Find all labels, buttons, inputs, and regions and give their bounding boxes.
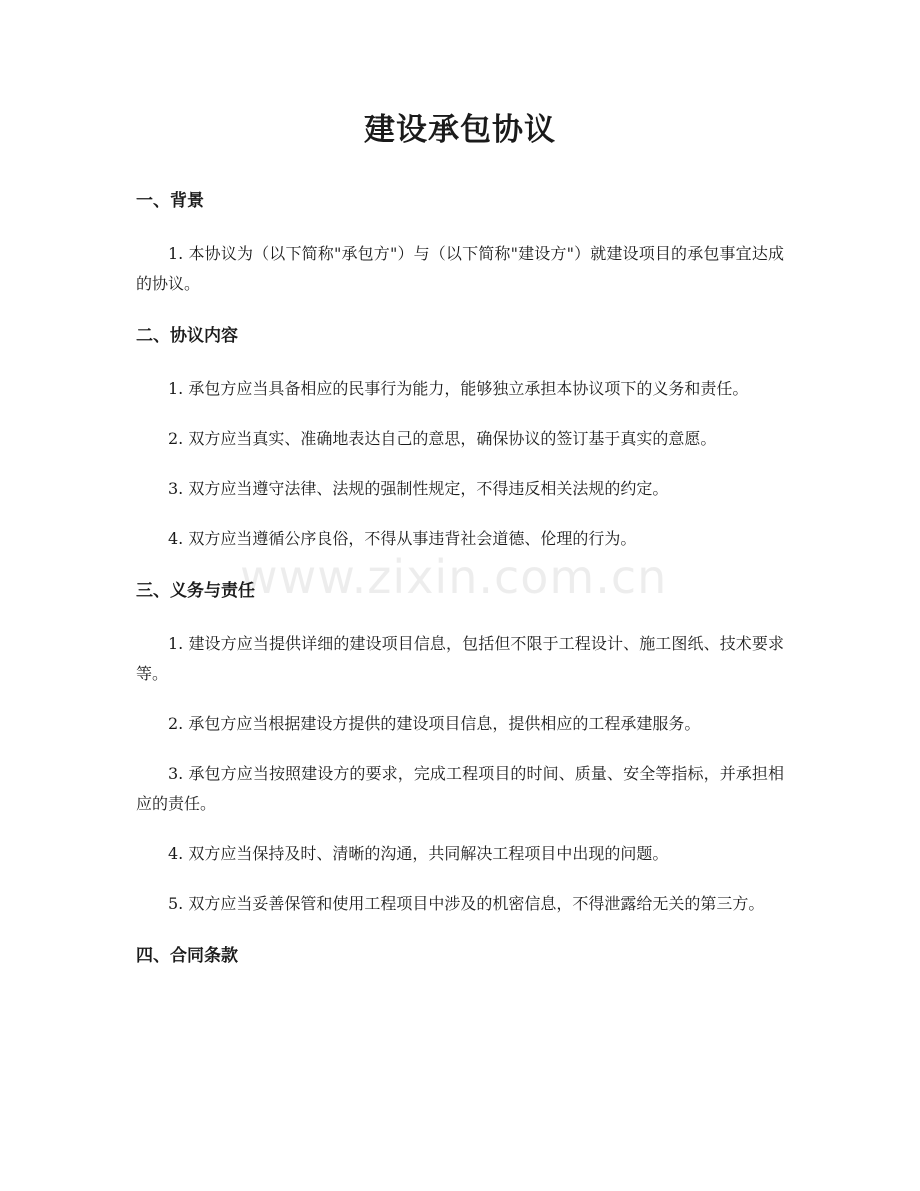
document-body — [136, 186, 784, 971]
paragraph: 1. 建设方应当提供详细的建设项目信息，包括但不限于工程设计、施工图纸、技术要求等。 — [136, 634, 784, 683]
paragraph: 1. 承包方应当具备相应的民事行为能力，能够独立承担本协议项下的义务和责任。 — [168, 379, 749, 398]
paragraph: 2. 双方应当真实、准确地表达自己的意思，确保协议的签订基于真实的意愿。 — [168, 429, 717, 448]
paragraph: 4. 双方应当遵循公序良俗，不得从事违背社会道德、伦理的行为。 — [168, 529, 637, 548]
section-background — [136, 186, 784, 299]
section-heading: 三、义务与责任 — [136, 581, 255, 601]
section-contract-terms — [136, 941, 784, 971]
paragraph: 1. 本协议为（以下简称"承包方"）与（以下简称"建设方"）就建设项目的承包事宜达成的协议。 — [136, 244, 784, 293]
paragraph: 3. 双方应当遵守法律、法规的强制性规定，不得违反相关法规的约定。 — [168, 479, 669, 498]
section-heading: 一、背景 — [136, 191, 204, 211]
section-heading: 二、协议内容 — [136, 326, 238, 346]
paragraph: 2. 承包方应当根据建设方提供的建设项目信息，提供相应的工程承建服务。 — [168, 714, 701, 733]
paragraph: 4. 双方应当保持及时、清晰的沟通，共同解决工程项目中出现的问题。 — [168, 844, 669, 863]
section-agreement-content — [136, 321, 784, 554]
paragraph: 5. 双方应当妥善保管和使用工程项目中涉及的机密信息，不得泄露给无关的第三方。 — [168, 894, 765, 913]
paragraph: 3. 承包方应当按照建设方的要求，完成工程项目的时间、质量、安全等指标，并承担相应的责任。 — [136, 764, 784, 813]
section-heading: 四、合同条款 — [136, 946, 238, 966]
document-title: 建设承包协议 — [364, 112, 556, 148]
watermark: www.zixin.com.cn — [240, 550, 668, 604]
section-obligations — [136, 576, 784, 919]
